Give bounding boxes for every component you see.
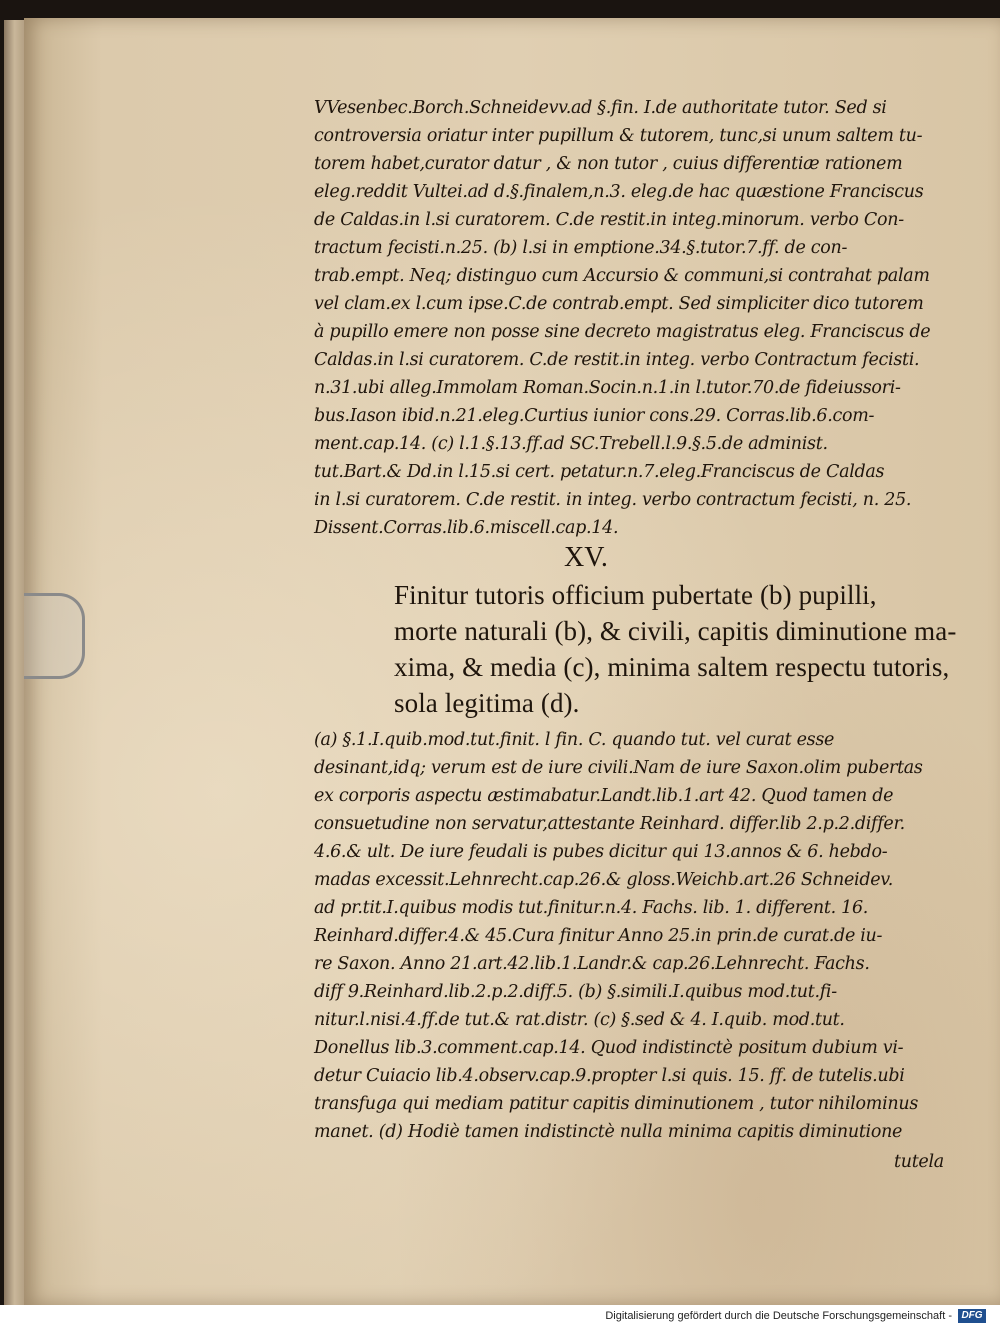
main-text-line: sola legitima (d).	[394, 688, 580, 718]
footnote-line: torem habet,curator datur , & non tutor , cuius differentiæ rationem	[314, 154, 903, 174]
footnote-line: madas excessit.Lehnrecht.cap.26.& gloss.Weichb.art.26 Schneidev.	[314, 870, 894, 890]
footnote-line: nitur.l.nisi.4.ff.de tut.& rat.distr. (c) §.sed & 4. I.quib. mod.tut.	[314, 1010, 845, 1030]
footnote-line: à pupillo emere non posse sine decreto magistratus eleg. Franciscus de	[314, 322, 931, 342]
footnote-line: diff 9.Reinhard.lib.2.p.2.diff.5. (b) §.simili.I.quibus mod.tut.fi-	[314, 982, 837, 1002]
footnote-line: VVesenbec.Borch.Schneidevv.ad §.fin. I.de authoritate tutor. Sed si	[314, 98, 887, 118]
footnote-line: Donellus lib.3.comment.cap.14. Quod indistinctè positum dubium vi-	[314, 1038, 904, 1058]
footnote-line: n.31.ubi alleg.Immolam Roman.Socin.n.1.in l.tutor.70.de fideiussori-	[314, 378, 901, 398]
footnote-line: Caldas.in l.si curatorem. C.de restit.in integ. verbo Contractum fecisti.	[314, 350, 920, 370]
catchword: tutela	[894, 1152, 944, 1172]
footnote-line: (a) §.1.I.quib.mod.tut.finit. l fin. C. quando tut. vel curat esse	[314, 730, 835, 750]
main-text-line: Finitur tutoris officium pubertate (b) pupilli,	[394, 580, 877, 610]
footnote-line: Dissent.Corras.lib.6.miscell.cap.14.	[314, 518, 619, 538]
footnote-line: in l.si curatorem. C.de restit. in integ. verbo contractum fecisti, n. 25.	[314, 490, 912, 510]
footnote-line: 4.6.& ult. De iure feudali is pubes dicitur qui 13.annos & 6. hebdo-	[314, 842, 888, 862]
page-clip	[24, 593, 85, 679]
funding-credit: Digitalisierung gefördert durch die Deutsche Forschungsgemeinschaft -	[605, 1310, 952, 1322]
footnote-line: transfuga qui mediam patitur capitis diminutionem , tutor nihilominus	[314, 1094, 918, 1114]
footnote-line: trab.empt. Neq; distinguo cum Accursio & communi,si contrahat palam	[314, 266, 930, 286]
footnote-line: ad pr.tit.I.quibus modis tut.finitur.n.4. Fachs. lib. 1. different. 16.	[314, 898, 869, 918]
book-page	[24, 18, 1000, 1305]
main-text-line: morte naturali (b), & civili, capitis diminutione ma-	[394, 616, 957, 646]
footnote-line: bus.Iason ibid.n.21.eleg.Curtius iunior cons.29. Corras.lib.6.com-	[314, 406, 875, 426]
text-column	[314, 18, 964, 1305]
section-heading: XV.	[564, 542, 608, 573]
footnote-line: ex corporis aspectu æstimabatur.Landt.lib.1.art 42. Quod tamen de	[314, 786, 894, 806]
dfg-logo-icon: DFG	[958, 1309, 986, 1323]
footnote-line: detur Cuiacio lib.4.observ.cap.9.propter l.si quis. 15. ff. de tutelis.ubi	[314, 1066, 905, 1086]
footnote-line: Reinhard.differ.4.& 45.Cura finitur Anno 25.in prin.de curat.de iu-	[314, 926, 883, 946]
footnote-line: consuetudine non servatur,attestante Reinhard. differ.lib 2.p.2.differ.	[314, 814, 905, 834]
footnote-line: manet. (d) Hodiè tamen indistinctè nulla minima capitis diminutione	[314, 1122, 903, 1142]
footnote-line: tut.Bart.& Dd.in l.15.si cert. petatur.n.7.eleg.Franciscus de Caldas	[314, 462, 885, 482]
footnote-line: ment.cap.14. (c) l.1.§.13.ff.ad SC.Trebell.l.9.§.5.de administ.	[314, 434, 828, 454]
footnote-line: re Saxon. Anno 21.art.42.lib.1.Landr.& cap.26.Lehnrecht. Fachs.	[314, 954, 870, 974]
footnote-line: desinant,idq; verum est de iure civili.Nam de iure Saxon.olim pubertas	[314, 758, 923, 778]
footnote-line: eleg.reddit Vultei.ad d.§.finalem,n.3. eleg.de hac quæstione Franciscus	[314, 182, 924, 202]
footnote-line: controversia oriatur inter pupillum & tutorem, tunc,si unum saltem tu-	[314, 126, 923, 146]
footnote-line: tractum fecisti.n.25. (b) l.si in emptione.34.§.tutor.7.ff. de con-	[314, 238, 848, 258]
footnote-line: de Caldas.in l.si curatorem. C.de restit.in integ.minorum. verbo Con-	[314, 210, 904, 230]
main-text-line: xima, & media (c), minima saltem respectu tutoris,	[394, 652, 950, 682]
footnote-line: vel clam.ex l.cum ipse.C.de contrab.empt. Sed simpliciter dico tutorem	[314, 294, 924, 314]
